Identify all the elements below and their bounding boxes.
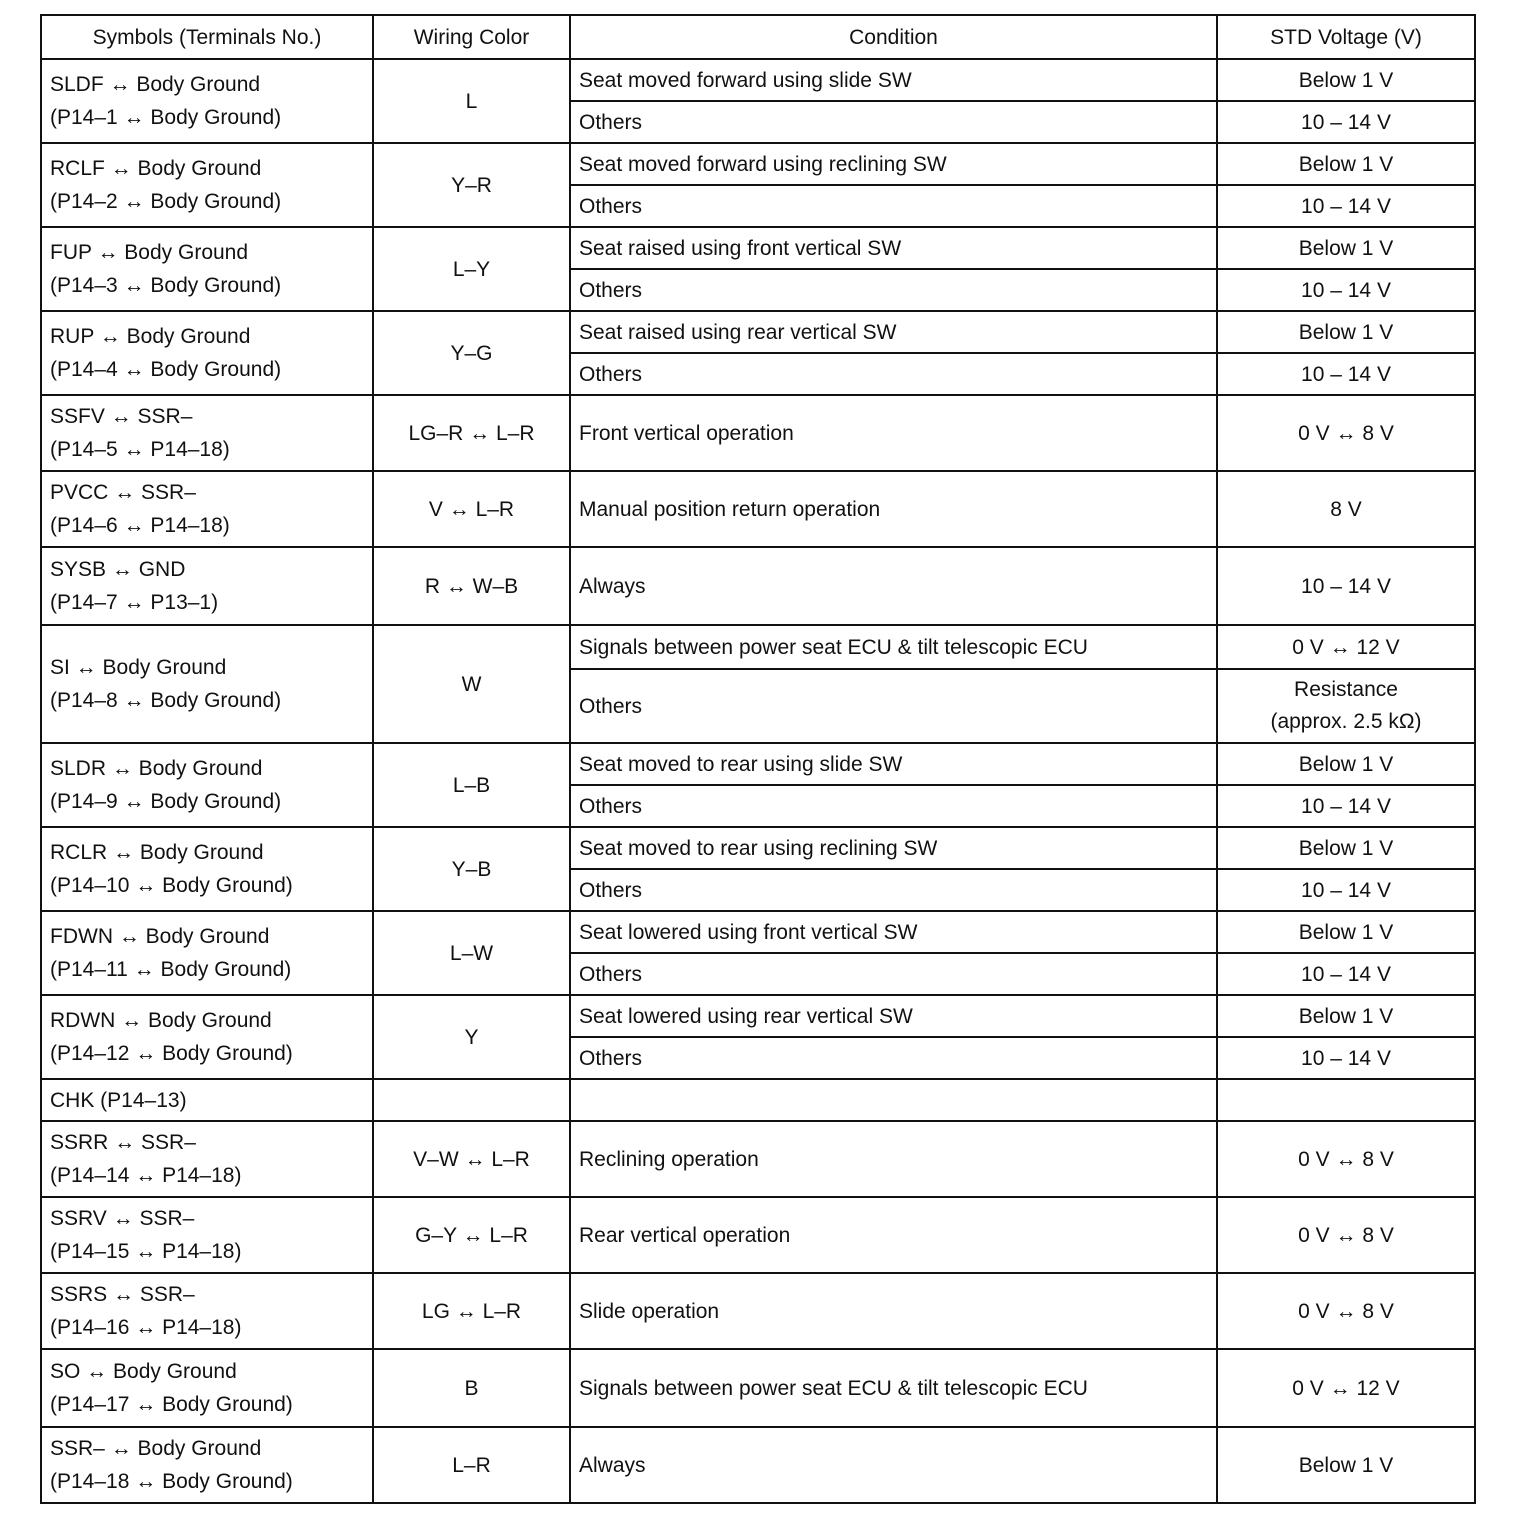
wiring-color-cell: Y–G xyxy=(373,311,570,395)
wiring-color-cell: Y–B xyxy=(373,827,570,911)
voltage-value: 10 – 14 V xyxy=(1301,194,1391,218)
voltage-value: 10 – 14 V xyxy=(1301,278,1391,302)
std-voltage-cell xyxy=(1217,1427,1475,1503)
terminal-number: (P14–11 ↔ Body Ground) xyxy=(50,958,292,981)
std-voltage-cell xyxy=(1217,395,1475,471)
condition-cell: Others xyxy=(570,669,1217,743)
voltage-value: Below 1 V xyxy=(1298,920,1394,944)
symbol-name: SSRR ↔ SSR– xyxy=(50,1131,196,1154)
symbol-name: RDWN ↔ Body Ground xyxy=(50,1009,272,1032)
terminal-number: (P14–15 ↔ P14–18) xyxy=(50,1240,242,1263)
symbol-name: SI ↔ Body Ground xyxy=(50,656,227,679)
std-voltage-cell xyxy=(1217,1079,1475,1121)
condition-cell: Seat lowered using front vertical SW xyxy=(570,911,1217,953)
std-voltage-cell xyxy=(1217,669,1475,743)
std-voltage-cell xyxy=(1217,471,1475,547)
table-row xyxy=(41,1349,1475,1427)
std-voltage-cell xyxy=(1217,743,1475,785)
std-voltage-cell xyxy=(1217,185,1475,227)
symbol-name: SLDR ↔ Body Ground xyxy=(50,757,263,780)
voltage-value: 0 V ↔ 8 V xyxy=(1298,1299,1394,1323)
table-row xyxy=(41,625,1475,669)
table-row xyxy=(41,1197,1475,1273)
terminal-number: (P14–12 ↔ Body Ground) xyxy=(50,1042,293,1065)
table-row xyxy=(41,395,1475,471)
wiring-color-cell: L–R xyxy=(373,1427,570,1503)
condition-cell: Others xyxy=(570,785,1217,827)
header-row xyxy=(41,15,1475,59)
condition-cell: Manual position return operation xyxy=(570,471,1217,547)
voltage-value: 10 – 14 V xyxy=(1301,574,1391,598)
voltage-value: Below 1 V xyxy=(1298,236,1394,260)
std-voltage-cell xyxy=(1217,869,1475,911)
voltage-value: Below 1 V xyxy=(1298,68,1394,92)
table-row xyxy=(41,1273,1475,1349)
wiring-color-cell: LG ↔ L–R xyxy=(373,1273,570,1349)
condition-cell: Seat moved to rear using slide SW xyxy=(570,743,1217,785)
voltage-value: Below 1 V xyxy=(1298,836,1394,860)
wiring-color-cell: L–Y xyxy=(373,227,570,311)
std-voltage-cell xyxy=(1217,1037,1475,1079)
condition-cell: Always xyxy=(570,547,1217,625)
table-row xyxy=(41,311,1475,353)
header-symbols: Symbols (Terminals No.) xyxy=(41,15,373,59)
condition-cell: Others xyxy=(570,1037,1217,1079)
wiring-color-cell: R ↔ W–B xyxy=(373,547,570,625)
terminal-number: (P14–3 ↔ Body Ground) xyxy=(50,274,282,297)
std-voltage-cell xyxy=(1217,1349,1475,1427)
condition-cell: Rear vertical operation xyxy=(570,1197,1217,1273)
std-voltage-cell xyxy=(1217,101,1475,143)
terminal-number: (P14–9 ↔ Body Ground) xyxy=(50,790,282,813)
wiring-color-cell: L–W xyxy=(373,911,570,995)
symbol-cell xyxy=(41,547,373,625)
wiring-color-cell: L–B xyxy=(373,743,570,827)
condition-cell xyxy=(570,1079,1217,1121)
table-row xyxy=(41,911,1475,953)
wiring-color-cell xyxy=(373,1079,570,1121)
std-voltage-cell xyxy=(1217,1121,1475,1197)
std-voltage-cell xyxy=(1217,1273,1475,1349)
std-voltage-cell xyxy=(1217,625,1475,669)
table-row xyxy=(41,827,1475,869)
voltage-value: 10 – 14 V xyxy=(1301,1046,1391,1070)
symbol-cell xyxy=(41,1121,373,1197)
symbol-name: SSFV ↔ SSR– xyxy=(50,405,193,428)
symbol-cell xyxy=(41,625,373,743)
std-voltage-cell xyxy=(1217,353,1475,395)
symbol-cell xyxy=(41,995,373,1079)
voltage-value: Below 1 V xyxy=(1298,152,1394,176)
terminal-number: (P14–7 ↔ P13–1) xyxy=(50,591,219,614)
voltage-value: 0 V ↔ 8 V xyxy=(1298,1147,1394,1171)
voltage-value: Below 1 V xyxy=(1298,752,1394,776)
symbol-name: SSR– ↔ Body Ground xyxy=(50,1437,262,1460)
std-voltage-cell xyxy=(1217,311,1475,353)
condition-cell: Slide operation xyxy=(570,1273,1217,1349)
symbol-cell xyxy=(41,1349,373,1427)
voltage-value: 0 V ↔ 8 V xyxy=(1298,421,1394,445)
wiring-color-cell: B xyxy=(373,1349,570,1427)
symbol-name: RCLR ↔ Body Ground xyxy=(50,841,264,864)
std-voltage-cell xyxy=(1217,911,1475,953)
voltage-value: 10 – 14 V xyxy=(1301,110,1391,134)
symbol-name: RUP ↔ Body Ground xyxy=(50,325,251,348)
terminal-number: (P14–5 ↔ P14–18) xyxy=(50,438,230,461)
table-row xyxy=(41,143,1475,185)
symbol-name: CHK (P14–13) xyxy=(50,1088,187,1112)
symbol-name: RCLF ↔ Body Ground xyxy=(50,157,262,180)
symbol-name: PVCC ↔ SSR– xyxy=(50,481,196,504)
condition-cell: Reclining operation xyxy=(570,1121,1217,1197)
header-wiring-color: Wiring Color xyxy=(373,15,570,59)
symbol-cell xyxy=(41,395,373,471)
condition-cell: Signals between power seat ECU & tilt telescopic ECU xyxy=(570,625,1217,669)
terminal-number: (P14–1 ↔ Body Ground) xyxy=(50,106,282,129)
table-body xyxy=(41,59,1475,1503)
table-row xyxy=(41,1079,1475,1121)
symbol-name: SYSB ↔ GND xyxy=(50,558,186,581)
table-row xyxy=(41,743,1475,785)
condition-cell: Front vertical operation xyxy=(570,395,1217,471)
table-row xyxy=(41,59,1475,101)
symbol-name: SLDF ↔ Body Ground xyxy=(50,73,261,96)
wiring-color-cell: Y xyxy=(373,995,570,1079)
ecu-terminal-voltage-table xyxy=(40,14,1476,1504)
symbol-cell xyxy=(41,471,373,547)
condition-cell: Seat lowered using rear vertical SW xyxy=(570,995,1217,1037)
symbol-name: FDWN ↔ Body Ground xyxy=(50,925,270,948)
header-std-voltage: STD Voltage (V) xyxy=(1217,15,1475,59)
voltage-value: 0 V ↔ 12 V xyxy=(1292,635,1400,659)
symbol-cell xyxy=(41,911,373,995)
condition-cell: Signals between power seat ECU & tilt telescopic ECU xyxy=(570,1349,1217,1427)
condition-cell: Seat moved to rear using reclining SW xyxy=(570,827,1217,869)
table-row xyxy=(41,547,1475,625)
std-voltage-cell xyxy=(1217,953,1475,995)
symbol-name: SSRS ↔ SSR– xyxy=(50,1283,195,1306)
condition-cell: Others xyxy=(570,101,1217,143)
symbol-name: SSRV ↔ SSR– xyxy=(50,1207,195,1230)
voltage-value: Resistance xyxy=(1294,678,1398,701)
wiring-color-cell: W xyxy=(373,625,570,743)
std-voltage-cell xyxy=(1217,547,1475,625)
symbol-cell xyxy=(41,743,373,827)
terminal-number: (P14–18 ↔ Body Ground) xyxy=(50,1470,293,1493)
table-row xyxy=(41,471,1475,547)
std-voltage-cell xyxy=(1217,227,1475,269)
header-condition: Condition xyxy=(570,15,1217,59)
condition-cell: Others xyxy=(570,953,1217,995)
condition-cell: Seat moved forward using slide SW xyxy=(570,59,1217,101)
voltage-note: (approx. 2.5 kΩ) xyxy=(1270,710,1422,733)
wiring-color-cell: L xyxy=(373,59,570,143)
voltage-value: 10 – 14 V xyxy=(1301,794,1391,818)
symbol-name: FUP ↔ Body Ground xyxy=(50,241,249,264)
voltage-value: 0 V ↔ 8 V xyxy=(1298,1223,1394,1247)
std-voltage-cell xyxy=(1217,785,1475,827)
condition-cell: Seat moved forward using reclining SW xyxy=(570,143,1217,185)
symbol-cell xyxy=(41,59,373,143)
table-row xyxy=(41,1121,1475,1197)
symbol-cell xyxy=(41,827,373,911)
terminal-number: (P14–14 ↔ P14–18) xyxy=(50,1164,242,1187)
std-voltage-cell xyxy=(1217,827,1475,869)
voltage-value: Below 1 V xyxy=(1298,1004,1394,1028)
table-row xyxy=(41,995,1475,1037)
wiring-color-cell: V–W ↔ L–R xyxy=(373,1121,570,1197)
voltage-value: 10 – 14 V xyxy=(1301,962,1391,986)
table-row xyxy=(41,1427,1475,1503)
table-row xyxy=(41,227,1475,269)
condition-cell: Seat raised using front vertical SW xyxy=(570,227,1217,269)
voltage-value: 0 V ↔ 12 V xyxy=(1292,1376,1400,1400)
voltage-value: Below 1 V xyxy=(1298,1453,1394,1477)
std-voltage-cell xyxy=(1217,995,1475,1037)
terminal-number: (P14–17 ↔ Body Ground) xyxy=(50,1393,293,1416)
std-voltage-cell xyxy=(1217,269,1475,311)
symbol-cell xyxy=(41,227,373,311)
terminal-number: (P14–10 ↔ Body Ground) xyxy=(50,874,293,897)
symbol-cell xyxy=(41,143,373,227)
symbol-cell xyxy=(41,1197,373,1273)
voltage-value: 8 V xyxy=(1330,497,1362,521)
voltage-value: 10 – 14 V xyxy=(1301,878,1391,902)
condition-cell: Always xyxy=(570,1427,1217,1503)
symbol-cell xyxy=(41,1427,373,1503)
symbol-cell xyxy=(41,311,373,395)
symbol-cell xyxy=(41,1079,373,1121)
terminal-number: (P14–6 ↔ P14–18) xyxy=(50,514,230,537)
std-voltage-cell xyxy=(1217,143,1475,185)
condition-cell: Others xyxy=(570,353,1217,395)
wiring-color-cell: LG–R ↔ L–R xyxy=(373,395,570,471)
condition-cell: Seat raised using rear vertical SW xyxy=(570,311,1217,353)
condition-cell: Others xyxy=(570,269,1217,311)
symbol-cell xyxy=(41,1273,373,1349)
wiring-color-cell: V ↔ L–R xyxy=(373,471,570,547)
voltage-value: 10 – 14 V xyxy=(1301,362,1391,386)
terminal-number: (P14–2 ↔ Body Ground) xyxy=(50,190,282,213)
terminal-number: (P14–4 ↔ Body Ground) xyxy=(50,358,282,381)
wiring-color-cell: G–Y ↔ L–R xyxy=(373,1197,570,1273)
std-voltage-cell xyxy=(1217,59,1475,101)
symbol-name: SO ↔ Body Ground xyxy=(50,1360,237,1383)
terminal-number: (P14–8 ↔ Body Ground) xyxy=(50,689,282,712)
std-voltage-cell xyxy=(1217,1197,1475,1273)
condition-cell: Others xyxy=(570,185,1217,227)
voltage-value: Below 1 V xyxy=(1298,320,1394,344)
condition-cell: Others xyxy=(570,869,1217,911)
wiring-color-cell: Y–R xyxy=(373,143,570,227)
terminal-number: (P14–16 ↔ P14–18) xyxy=(50,1316,242,1339)
